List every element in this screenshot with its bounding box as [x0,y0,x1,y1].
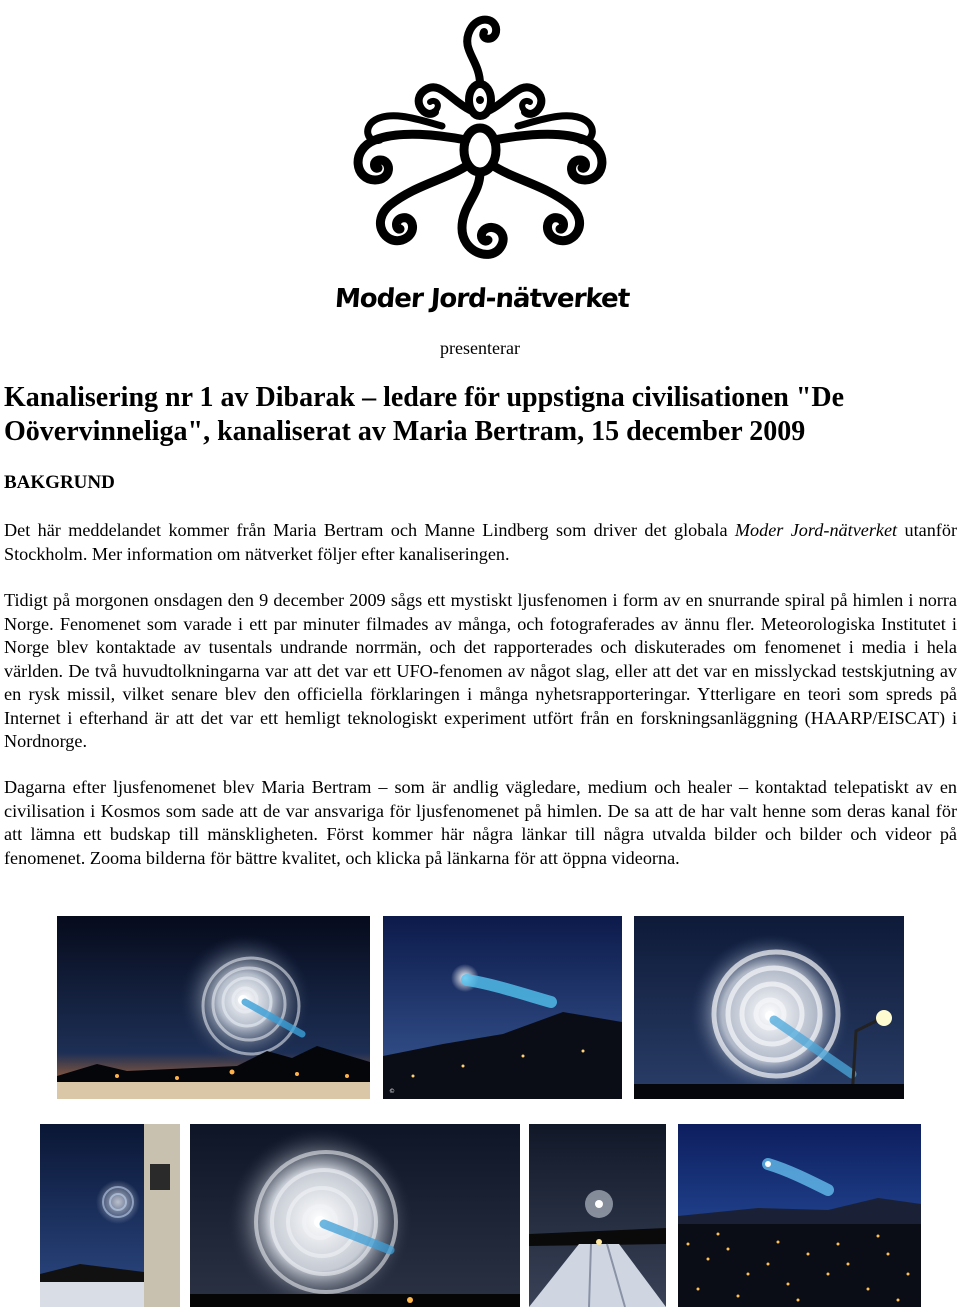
brand-name: Moder Jord-nätverket [333,284,631,314]
photo-spiral-large-streetlight[interactable] [634,916,904,1099]
spiral-symbol-icon [330,0,630,285]
photo-spiral-wide-white[interactable] [190,1124,520,1307]
logo [330,0,630,320]
intro-text: presenterar [440,338,520,358]
photo-spiral-house-corner[interactable] [40,1124,180,1307]
photo-caption: © [389,1088,395,1095]
photo-spiral-blue-tail[interactable] [383,916,622,1099]
section-heading: BAKGRUND [4,472,115,493]
page-title: Kanalisering nr 1 av Dibarak – ledare för uppstigna civilisationen "De Oövervinneliga", kanaliserat av Maria Bertram, 15 december 2009 [4,382,845,447]
photo-spiral-snow-road[interactable] [529,1124,666,1307]
photo-spiral-city-lights[interactable] [678,1124,921,1307]
network-name: Moder Jord-nätverket [734,520,898,540]
paragraph-channeling: Dagarna efter ljusfenomenet blev Maria Bertram – som är andlig vägledare, medium och healer – kontaktad telepatiskt av en civilisation i Kosmos som sade att de var ansvariga för ljusfenomenet på himlen. De sa att de har valt henne som deras kanal för att lämna ett budskap till mänskligheten. Först kommer här några länkar till några utvalda bilder och bilder och videor på fenomenet. Zooma bilderna för bättre kvalitet, och klicka på länkarna för att öppna videorna. [4,777,957,868]
paragraph-intro: Det här meddelandet kommer från Maria Bertram och Manne Lindberg som driver det globala Moder Jord-nätverket utanför Stockholm. Mer information om nätverket följer efter kanaliseringen. [4,520,958,564]
paragraph-phenomenon: Tidigt på morgonen onsdagen den 9 december 2009 sågs ett mystiskt ljusfenomen i form av en snurrande spiral på himlen i norra Norge. Fenomenet som varade i ett par minuter filmades av många, och fotograferades av ännu fler. Meteorologiska Institutet i Norge blev kontaktade av tusentals undrande norrmän, och det rapporterades och diskuterades om fenomenet i media i hela världen. De två huvudtolkningarna var att det var ett UFO-fenomen av något slag, eller att det var en misslyckad testskjutning av en rysk missil, vilket senare blev den officiella förklaringen i många nyhetsrapporteringar. Ytterligare en teori som spreds på Internet i efterhand är att det var ett hemligt teknologiskt experiment utfört från en forskningsanläggning (HAARP/EISCAT) i Nordnorge. [4,590,957,751]
photo-spiral-night-field[interactable] [57,916,370,1099]
